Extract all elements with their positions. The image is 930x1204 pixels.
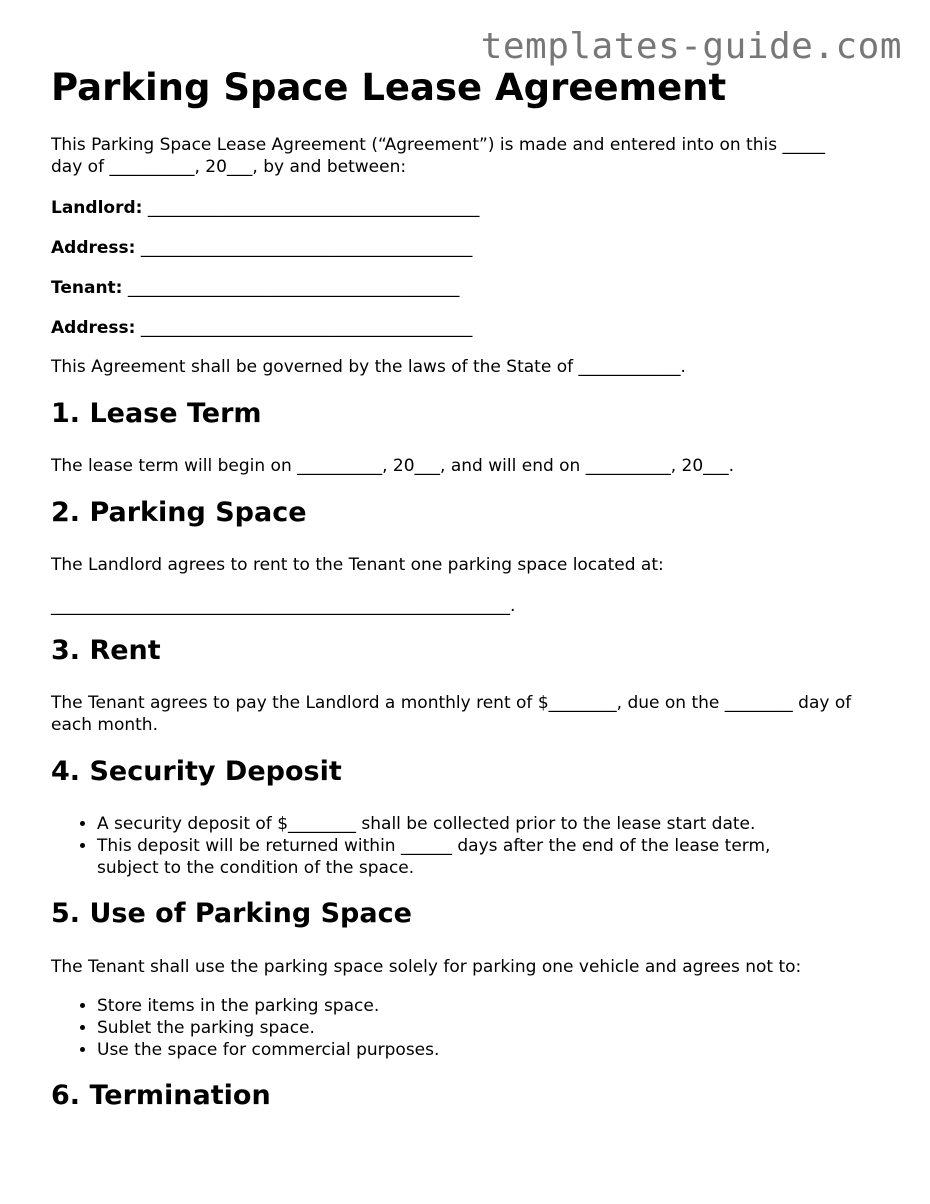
termination-heading: 6. Termination: [51, 1080, 271, 1111]
tenant-address-line: [51, 317, 472, 339]
use-text: The Tenant shall use the parking space solely for parking one vehicle and agrees not to:: [51, 957, 802, 977]
tenant-address-blank: _______________________________________: [140, 318, 473, 338]
landlord-address-line: [51, 237, 472, 259]
landlord-address-blank: _______________________________________: [140, 238, 473, 258]
security-deposit-list: [51, 813, 827, 879]
list-item: • Store items in the parking space.: [97, 995, 827, 1017]
watermark: templates-guide.com: [480, 26, 902, 67]
tenant-blank: _______________________________________: [127, 278, 460, 298]
governing-law-paragraph: This Agreement shall be governed by the laws of the State of ____________.: [51, 357, 686, 377]
use-heading: 5. Use of Parking Space: [51, 898, 412, 929]
landlord-address-label: Address:: [51, 238, 136, 258]
parking-space-heading: 2. Parking Space: [51, 497, 307, 528]
lease-term-text: The lease term will begin on __________, 20___, and will end on __________, 20___.: [51, 456, 735, 476]
parking-space-location-blank: ______________________________________________________.: [51, 596, 516, 616]
rent-heading: 3. Rent: [51, 635, 161, 666]
rent-text: The Tenant agrees to pay the Landlord a monthly rent of $________, due on the ________ day of each month.: [51, 693, 852, 735]
tenant-label: Tenant:: [51, 278, 123, 298]
list-item: • A security deposit of $________ shall be collected prior to the lease start date.: [97, 813, 827, 835]
landlord-label: Landlord:: [51, 198, 143, 218]
landlord-blank: _______________________________________: [147, 198, 480, 218]
security-deposit-heading: 4. Security Deposit: [51, 756, 342, 787]
list-item: • Sublet the parking space.: [97, 1017, 827, 1039]
tenant-line: [51, 277, 459, 299]
parking-space-text: The Landlord agrees to rent to the Tenant one parking space located at:: [51, 555, 664, 575]
intro-paragraph: This Parking Space Lease Agreement (“Agreement”) is made and entered into on this _____ day of __________, 20___, by and between:: [51, 135, 825, 177]
list-item: • Use the space for commercial purposes.: [97, 1039, 827, 1061]
tenant-address-label: Address:: [51, 318, 136, 338]
document-title: Parking Space Lease Agreement: [51, 66, 727, 109]
landlord-line: [51, 197, 479, 219]
use-restrictions-list: [51, 995, 827, 1061]
lease-term-heading: 1. Lease Term: [51, 398, 262, 429]
list-item: • This deposit will be returned within ______ days after the end of the lease term, subject to the condition of the space.: [97, 835, 827, 879]
